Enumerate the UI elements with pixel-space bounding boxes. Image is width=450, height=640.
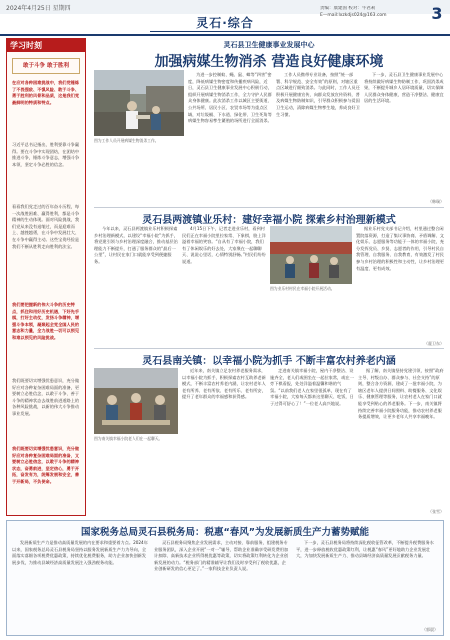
header-bar (0, 34, 450, 36)
bottom-story-paragraph: 发展新质生产力是推动高质量发展的内在要求和重要着力点。2024年以来，国家税务总局灵石县税务局坚持以服务发展新质生产力为导向，全面落实落细各项税费优惠政策，持续优化税费服务，助力企业加快创新发展步伐，为推动县域经济高质量发展注入强劲税务动能。 (12, 540, 148, 565)
story3-caption: 图为南关镇幸福小院老人们在一起聊天。 (94, 436, 163, 441)
study-paragraph: 习近平总书记指出，胜利要靠斗争赢得。要在斗争中实现团结，在团结中推进斗争，锤炼斗争意志，增强斗争本领，坚定斗争必胜的信念。 (12, 142, 80, 167)
story3-paragraph: 据了解，南关镇坚持党建引领，按照“政府主导、村级自办、群众参与、社会支持”的原则，整合各方资源，建成了一批幸福小院，为辖区老年人提供日间照料、助餐服务、文化娱乐、健康管理等服务，让农村老人在家门口就能享受到贴心的养老服务。下一步，南关镇将持续完善幸福小院服务功能，推动农村养老服务提质增效，让更多老年人共享幸福晚年。 (358, 368, 444, 420)
bottom-story-paragraph: 灵石县税务局聚焦企业发展需求，主动对接、靠前服务，组建税务专业服务团队，深入企业开展“一对一”辅导，帮助企业准确享受研发费用加计扣除、高新技术企业所得税优惠等政策，切实将政策红利转化为企业创新发展的动力。“税务部门的精准辅导让我们及时享受到了税收优惠，企业创新研发的信心更足了。”一家科技企业负责人说。 (154, 540, 289, 572)
story-divider (94, 348, 444, 349)
date-line: 2024年4月25日 星期四 (6, 5, 71, 12)
bottom-story-headline: 国家税务总局灵石县税务局：税惠“春风”为发展新质生产力蓄势赋能 (81, 527, 369, 538)
editor-info (320, 6, 424, 19)
editor-email: E—mail:lxzkdjs024@163.com (320, 12, 387, 18)
story2-paragraph: 4月15日下午，记者走进业乐村，看到村民们正在幸福小院里拉家常、下象棋，脸上洋溢着幸福的笑容。“自从有了幸福小院，我们有了休闲娱乐的好去处，大家聚在一起聊聊天、说说心里话，心情特别舒畅。”村民们纷纷说道。 (182, 226, 266, 264)
study-column-label: 学习时刻 (10, 41, 42, 50)
bottom-story-byline: （郭晨） (422, 627, 438, 632)
story2-paragraph: 据业乐村党支部书记介绍，村里通过整合闲置院落资源，打造了集议事协商、矛盾调解、文化娱乐、志愿服务等功能于一体的幸福小院，充分发挥党员、乡贤、志愿者的作用，引导村民自我管理、自我服务、自我教育，有效激发了村民参与乡村治理的积极性和主动性，让乡村治理更有温度、更有成效。 (356, 226, 444, 271)
story1-kicker: 灵石县卫生健康事业发展中心 (223, 41, 315, 49)
story3-headline: 灵石县南关镇：以幸福小院为抓手 不断丰富农村养老内涵 (142, 356, 396, 367)
study-paragraph: 我们既要切实增强忧患意识，充分做好应对各种复杂困难局面的准备，更要树立必胜信念，以敢于斗争、善于斗争的精神状态去战胜前进道路上的各种风险挑战，以新的伟大斗争推动事业发展。 (12, 378, 80, 416)
study-paragraph: 我们既要切实增强忧患意识，充分做好应对各种复杂困难局面的准备，又要树立必胜信念，以敢于斗争的精神状态，奋勇前进，坚定信心，勇于开拓，奋发有为，统筹发展和安全，善于开新局，不负使命。 (12, 446, 80, 484)
section-title-rule (150, 31, 300, 32)
story2-paragraph: 今年以来，灵石县两渡镇业乐村积极探索乡村治理新模式，以建设“幸福小院”为抓手，将党建引领与乡村治理深度融合，推动基层治理能力不断提升，打通了服务群众的“最后一公里”，让村民在家门口就能享受到便捷服务。 (94, 226, 178, 264)
study-paragraph: 我们要把握新的伟大斗争的历史特点，抓住和用好历史机遇，下好先手棋，打好主动仗，发扬斗争精神，增强斗争本领，凝聚起全党全国人民的意志和力量，全力战胜一切可以预见和难以预见的风险挑战。 (12, 302, 80, 340)
story2-headline: 灵石县两渡镇业乐村：建好幸福小院 探索乡村治理新模式 (142, 215, 396, 226)
story3-byline: （张雪） (428, 509, 444, 514)
bottom-story-paragraph: 下一步，灵石县税务局将持续深化税收征管改革，不断提升税费服务水平，进一步释放税收优惠政策红利，让税惠“春风”更好地助力企业发展壮大，为加快发展新质生产力、推动县域经济高质量发展贡献税务力量。 (296, 540, 434, 559)
story1-caption: 图为工作人员开展病媒生物消杀工作。 (94, 138, 159, 143)
story1-photo (94, 70, 184, 136)
story1-paragraph: 为进一步控制蚊、蝇、鼠、蟑等“四害”密度，降低病媒生物密度和传播疾病风险，近日，灵石县卫生健康事业发展中心积极行动，组织开展病媒生物消杀工作，全力守护人民群众身体健康。此次消杀工作以城区主要街道、公共场所、居民小区、农贸市场等为重点区域，对垃圾桶、下水道、绿化带、卫生死角等病媒生物容易孳生繁殖的场所进行全面消杀。 (188, 72, 272, 124)
study-paragraph: 在应对各种困难挑战中，我们党锤炼了不畏强敌、不惧风险、敢于斗争、勇于胜利的风骨和品质，这是我们党最鲜明的特质和特点。 (12, 80, 80, 105)
study-column-title: 敢于斗争 敢于胜利 (23, 63, 69, 69)
editor-names: 责编：康建国 校对：牛君莉 (320, 6, 376, 11)
story2-photo (270, 226, 352, 284)
section-title: 灵石·综合 (196, 16, 254, 30)
study-paragraph: 看看我们党走过的百年奋斗历程，每一次战胜困难、赢得胜利，都是斗争精神的生动体现。面对风险挑战，我们党从来没有退缩过，而是迎难而上、越挫越勇，在斗争中发展壮大、在斗争中赢得主动。这些宝贵经验是我们不断从胜利走向胜利的法宝。 (12, 204, 80, 249)
story1-paragraph: 下一步，灵石县卫生健康事业发展中心将持续做好病媒生物防制工作，巩固消杀成果，不断提升城乡人居环境质量，切实保障人民群众身体健康，营造干净整洁、健康宜居的生活环境。 (364, 72, 444, 104)
story3-paragraph: 近年来，南关镇立足农村养老服务需求，以幸福小院为抓手，积极探索农村互助养老新模式，不断丰富农村养老内涵，让农村老年人老有所养、老有所依、老有所乐、老有所安，提升了老年群众的幸福感和获得感。 (182, 368, 266, 400)
story1-paragraph-continued (94, 146, 184, 204)
story1-paragraph: 工作人员携带专业设备，按照“统一部署、科学规范、安全有效”的原则，对辖区重点区域进行细致消杀。与此同时，工作人员还积极开展健康宣传，向群众发放宣传资料，普及病媒生物防制知识，引导群众积极参与爱国卫生运动，清除病媒生物孳生地，养成良好卫生习惯。 (276, 72, 360, 117)
story1-byline: （韩瑞） (428, 199, 444, 204)
story1-headline: 加强病媒生物消杀 营造良好健康环境 (154, 54, 384, 70)
story3-photo (94, 368, 178, 434)
story-divider (94, 207, 444, 208)
story3-paragraph: 走进南关镇幸福小院，屋内干净整洁、设施齐全，老人们或围坐在一起拉家常，或在一旁下棋看报，处处洋溢着温馨和谐的气氛。“以前我们老人在家里很孤单，现在有了幸福小院，大家每天都来这里聊天、吃饭，日子过得可舒心了！”一位老人高兴地说。 (270, 368, 354, 406)
page-number: 3 (431, 4, 443, 23)
story2-byline: （霍卫东） (424, 341, 444, 346)
story2-caption: 图为业乐村村民在幸福小院开展活动。 (270, 286, 335, 291)
